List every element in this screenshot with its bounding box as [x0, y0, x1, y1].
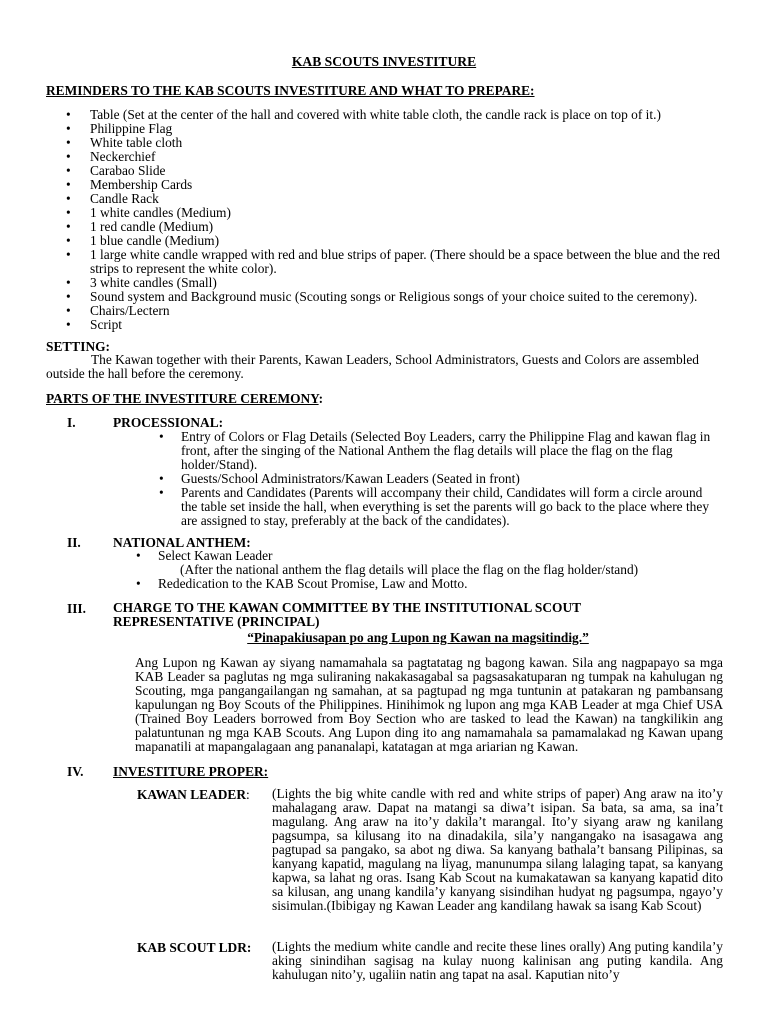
role-label-text: KAB SCOUT LDR: [137, 940, 252, 955]
list-item: • Membership Cards [46, 178, 726, 192]
list-item: • Philippine Flag [46, 122, 726, 136]
section-3-title: CHARGE TO THE KAWAN COMMITTEE BY THE INSTITUTIONAL SCOUT REPRESENTATIVE (PRINCIPAL) [113, 600, 581, 629]
parts-heading-text: PARTS OF THE INVESTITURE CEREMONY [46, 391, 319, 406]
section-3-paragraph: Ang Lupon ng Kawan ay siyang namamahala sa pagtatatag ng bagong kawan. Sila ang nagpapayo sa mga KAB Leader sa paglutas ng mga suliraning nakakasagabal sa pagsasakatuparan ng tumpak na kahulugan ng Scouting, mga pangangailangan ng samahan, at sa pagtupad ng mga tuntunin at patakaran ng pambansang kapulungan ng Boy Scouts of the Philippines. Hinihimok ng lupon ang mga KAB Leader at mga Chief USA (Trained Boy Leaders borrowed from Boy Section who are tasked to lead the Kawan) na tangkilikin ang palatuntunan ng mga KAB Scouts. Ang Lupon ding ito ang namamahala sa pamamalakad ng Kawan upang mapanatili at mapangalagaan ang pananalapi, katatagan at mga ariarian ng Kawan. [135, 655, 723, 754]
section-2-number: II. [67, 535, 81, 550]
role-label-text: KAWAN LEADER [137, 787, 246, 802]
setting-paragraph: The Kawan together with their Parents, Kawan Leaders, School Administrators, Guests and Colors are assembled outside the hall before the ceremony. [46, 352, 700, 381]
list-item: • 1 blue candle (Medium) [46, 234, 726, 248]
list-item: • Neckerchief [46, 150, 726, 164]
list-item: • 1 red candle (Medium) [46, 220, 726, 234]
role-label-colon: : [246, 787, 250, 802]
list-item: • 1 large white candle wrapped with red and blue strips of paper. (There should be a space between the blue and the red strips to represent the white color). [46, 248, 726, 276]
list-item-note: (After the national anthem the flag details will place the flag on the flag holder/stand) [180, 562, 639, 577]
section-3-quote: “Pinapakiusapan po ang Lupon ng Kawan na magsitindig.” [247, 630, 589, 645]
section-1-number: I. [67, 415, 76, 430]
list-item: • Chairs/Lectern [46, 304, 726, 318]
list-item: • Rededication to the KAB Scout Promise, Law and Motto. [158, 577, 718, 591]
section-2-list [158, 549, 718, 591]
setting-heading: SETTING: [46, 339, 110, 354]
list-item: • 3 white candles (Small) [46, 276, 726, 290]
section-1-title: PROCESSIONAL: [113, 415, 224, 430]
section-4-number: IV. [67, 764, 84, 779]
list-item: • White table cloth [46, 136, 726, 150]
list-item: • Parents and Candidates (Parents will accompany their child, Candidates will form a circle around the table set inside the hall, when everything is set the parents will go back to the place where they are assigned to stay, preferably at the back of the candidates). [181, 486, 721, 528]
reminders-heading: REMINDERS TO THE KAB SCOUTS INVESTITURE AND WHAT TO PREPARE: [46, 83, 535, 98]
list-item: • Sound system and Background music (Scouting songs or Religious songs of your choice suited to the ceremony). [46, 290, 726, 304]
section-1-list [181, 430, 721, 528]
list-item: • Script [46, 318, 726, 332]
role-text-kab-scout-ldr: (Lights the medium white candle and recite these lines orally) Ang puting kandila’y aking sinindihan sagisag na kulay nuong kalinisan ang puting kandila. Ang kahulugan nito’y, ugaliin natin ang tapat na asal. Kaputian nito’y [272, 939, 723, 982]
list-item: • 1 white candles (Medium) [46, 206, 726, 220]
role-text-kawan-leader: (Lights the big white candle with red and white strips of paper) Ang araw na ito’y mahalagang araw. Dapat na matangi sa diwa’t isipan. Sa bata, sa ama, sa ina’t magulang. Ang araw na ito’y dakila’t marangal. Ito’y siyang araw ng kanilang pagsumpa, sa kilusang ito na dinadakila, sila’y nangangako na isasagawa ang pagtupad sa pangako, sa abot ng diwa. Sa kanyang bathala’t bansang Pilipinas, sa kanyang kapatid, magulang na liyag, manunumpa silang lalaging tapat, sa kanyang kapwa, sa lahat ng oras. Isang Kab Scout na kumakatawan sa kanyang kapatid dito sa kilusan, ang unang kandila’y kanyang sisindihan hudyat ng pagsumpa, ngayo’y sisimulan.(Ibibigay ng Kawan Leader ang kandilang hawak sa isang Kab Scout) [272, 786, 723, 913]
list-item: • Guests/School Administrators/Kawan Leaders (Seated in front) [181, 472, 721, 486]
parts-heading [46, 391, 323, 407]
role-label-kawan-leader [137, 787, 250, 803]
list-item: • Candle Rack [46, 192, 726, 206]
section-2-title: NATIONAL ANTHEM: [113, 535, 251, 550]
document-title: KAB SCOUTS INVESTITURE [291, 54, 477, 69]
reminders-list [46, 108, 726, 332]
list-item: • Entry of Colors or Flag Details (Selected Boy Leaders, carry the Philippine Flag and kawan flag in front, after the singing of the National Anthem the flag details will place the flag on the flag holder/Stand). [181, 430, 721, 472]
list-item: • Carabao Slide [46, 164, 726, 178]
role-label-kab-scout-ldr [137, 940, 251, 956]
list-item [158, 549, 718, 577]
list-item: • Table (Set at the center of the hall and covered with white table cloth, the candle rack is place on top of it.) [46, 108, 726, 122]
section-3-number: III. [67, 601, 86, 616]
list-item-text: Select Kawan Leader [158, 548, 273, 563]
parts-heading-colon: : [318, 391, 324, 406]
section-4-title: INVESTITURE PROPER: [113, 764, 269, 779]
